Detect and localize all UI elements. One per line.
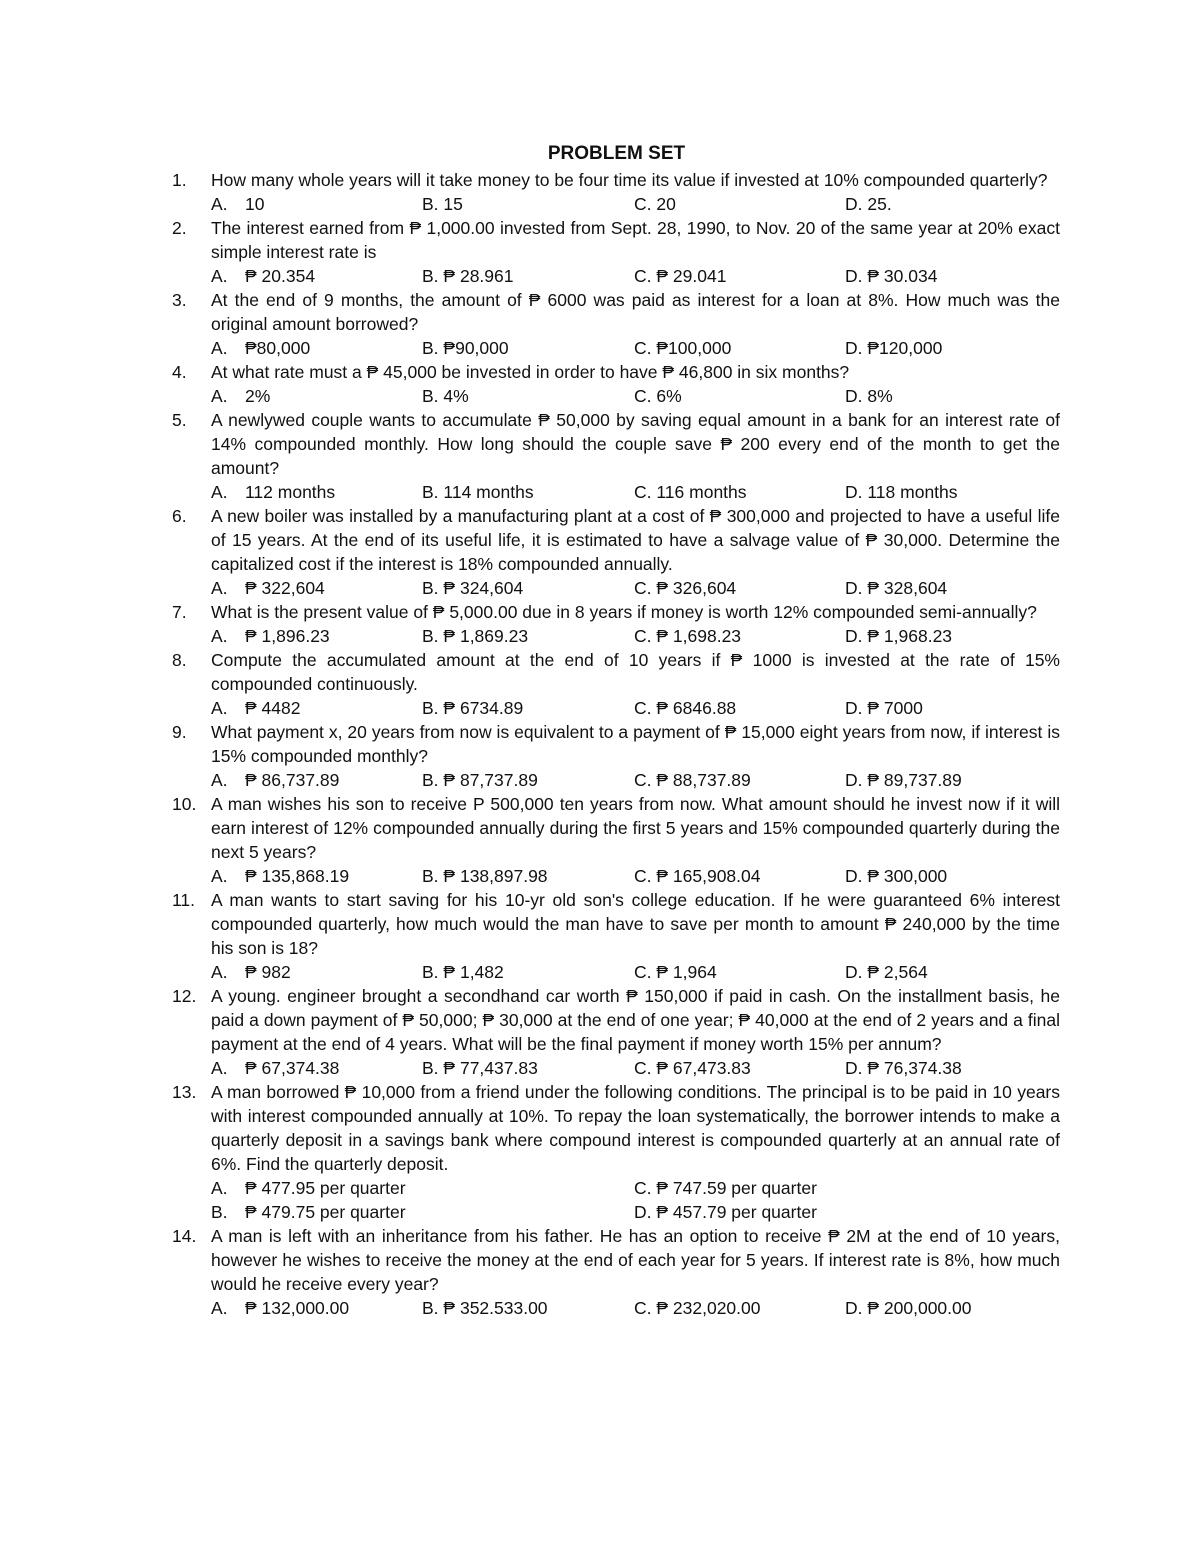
choice-value: ₱ 200,000.00: [867, 1298, 972, 1318]
problem-number: 12.: [172, 986, 197, 1006]
choice-value: ₱ 67,374.38: [245, 1058, 340, 1078]
choice-value: ₱ 7000: [867, 698, 923, 718]
answer-choice: [211, 192, 264, 216]
choice-value: 15: [443, 194, 463, 214]
choice-value: ₱ 479.75 per quarter: [245, 1202, 406, 1222]
choice-value: 6%: [656, 386, 682, 406]
answer-choice: [422, 624, 528, 648]
answer-choice: [211, 864, 349, 888]
choice-label: C.: [634, 962, 652, 982]
choice-label: D.: [845, 1058, 863, 1078]
choice-label: C.: [634, 626, 652, 646]
problem-number: 13.: [172, 1082, 197, 1102]
choice-value: ₱ 457.79 per quarter: [656, 1202, 817, 1222]
choice-value: ₱ 352.533.00: [443, 1298, 548, 1318]
problem-list: [172, 168, 1060, 1320]
choice-label: D.: [634, 1202, 652, 1222]
answer-choice: [634, 768, 751, 792]
answer-choice: [211, 1296, 349, 1320]
choice-label: B.: [422, 626, 439, 646]
choice-value: ₱ 2,564: [867, 962, 928, 982]
choice-label: C.: [634, 1178, 652, 1198]
choice-value: ₱ 67,473.83: [656, 1058, 751, 1078]
answer-choice: [634, 864, 761, 888]
choice-value: ₱ 165,908.04: [656, 866, 761, 886]
choice-value: ₱80,000: [245, 338, 311, 358]
choice-value: ₱ 1,698.23: [656, 626, 742, 646]
answer-choice: [845, 264, 937, 288]
choice-label: C.: [634, 698, 652, 718]
answer-choice: [845, 864, 947, 888]
problem-item: [172, 888, 1060, 984]
choice-label: C.: [634, 194, 652, 214]
answer-choice: [845, 960, 928, 984]
choice-value: 10: [245, 194, 265, 214]
choice-label: B.: [422, 962, 439, 982]
answer-choice: [211, 768, 339, 792]
choice-value: ₱120,000: [867, 338, 943, 358]
choice-label: A.: [211, 1058, 228, 1078]
choice-label: A.: [211, 578, 228, 598]
choice-value: ₱ 300,000: [867, 866, 948, 886]
answer-choice: [634, 960, 717, 984]
problem-question: A young. engineer brought a secondhand car worth ₱ 150,000 if paid in cash. On the installment basis, he paid a down payment of ₱ 50,000; ₱ 30,000 at the end of one year; ₱ 40,000 at the end of 2 years and a final payment at the end of 4 years. What will be the final payment if money worth 15% per annum?: [211, 986, 1060, 1054]
problem-item: [172, 1224, 1060, 1320]
choice-value: ₱ 4482: [245, 698, 301, 718]
choice-value: ₱ 29.041: [656, 266, 727, 286]
problem-number: 2.: [172, 218, 187, 238]
choice-value: 2%: [245, 386, 271, 406]
answer-choices: [211, 576, 1060, 600]
answer-choice: [634, 696, 736, 720]
choice-label: D.: [845, 770, 863, 790]
choice-label: D.: [845, 194, 863, 214]
choice-label: D.: [845, 698, 863, 718]
answer-choices: [211, 480, 1060, 504]
problem-number: 8.: [172, 650, 187, 670]
answer-choice: [211, 696, 300, 720]
choice-value: ₱ 28.961: [443, 266, 514, 286]
problem-number: 7.: [172, 602, 187, 622]
answer-choices: [211, 1296, 1060, 1320]
choice-label: B.: [422, 386, 439, 406]
problem-question: At the end of 9 months, the amount of ₱ 6000 was paid as interest for a loan at 8%. How much was the original amount borrowed?: [211, 290, 1060, 334]
answer-choice: [211, 264, 315, 288]
answer-choice: [422, 480, 534, 504]
choice-label: B.: [422, 698, 439, 718]
choice-value: ₱ 324,604: [443, 578, 524, 598]
choice-label: A.: [211, 266, 228, 286]
choice-value: 116 months: [656, 482, 747, 502]
choice-label: A.: [211, 1178, 228, 1198]
choice-value: ₱ 1,896.23: [245, 626, 330, 646]
choice-label: D.: [845, 866, 863, 886]
choice-label: C.: [634, 866, 652, 886]
choice-label: C.: [634, 386, 652, 406]
choice-value: ₱ 1,482: [443, 962, 504, 982]
answer-choice: [422, 768, 538, 792]
choice-label: B.: [422, 482, 439, 502]
problem-question: A man wishes his son to receive P 500,000 ten years from now. What amount should he invest now if it will earn interest of 12% compounded annually during the first 5 years and 15% compounded quarterly during the next 5 years?: [211, 794, 1060, 862]
choice-label: D.: [845, 482, 863, 502]
problem-item: [172, 168, 1060, 216]
answer-choice: [845, 624, 952, 648]
choice-label: A.: [211, 626, 228, 646]
choice-value: 20: [656, 194, 676, 214]
problem-question: How many whole years will it take money to be four time its value if invested at 10% compounded quarterly?: [211, 170, 1048, 190]
choice-label: A.: [211, 962, 228, 982]
choice-label: C.: [634, 482, 652, 502]
choice-label: B.: [422, 194, 439, 214]
answer-choice: [211, 1176, 406, 1200]
problem-item: [172, 648, 1060, 720]
problem-question: A new boiler was installed by a manufacturing plant at a cost of ₱ 300,000 and projected to have a useful life of 15 years. At the end of its useful life, it is estimated to have a salvage value of ₱ 30,000. Determine the capitalized cost if the interest is 18% compounded annually.: [211, 506, 1060, 574]
page-title: PROBLEM SET: [547, 143, 686, 164]
choice-value: ₱ 6846.88: [656, 698, 737, 718]
answer-choice: [845, 480, 958, 504]
answer-choices: [211, 264, 1060, 288]
choice-label: D.: [845, 266, 863, 286]
answer-choice: [634, 576, 736, 600]
problem-number: 4.: [172, 362, 187, 382]
choice-value: ₱ 77,437.83: [443, 1058, 538, 1078]
problem-question: A man wants to start saving for his 10-yr old son's college education. If he were guaranteed 6% interest compounded quarterly, how much would the man have to save per month to amount ₱ 240,000 by the time his son is 18?: [211, 890, 1060, 958]
problem-question: A man borrowed ₱ 10,000 from a friend under the following conditions. The principal is to be paid in 10 years with interest compounded annually at 10%. To repay the loan systematically, the borrower intends to make a quarterly deposit in a savings bank where compound interest is compounded quarterly at an annual rate of 6%. Find the quarterly deposit.: [211, 1082, 1060, 1174]
problem-item: [172, 216, 1060, 288]
choice-label: A.: [211, 866, 228, 886]
choice-label: B.: [422, 266, 439, 286]
answer-choices: [211, 768, 1060, 792]
choice-label: A.: [211, 698, 228, 718]
answer-choice: [211, 576, 325, 600]
answer-choices: [211, 864, 1060, 888]
problem-number: 3.: [172, 290, 187, 310]
choice-value: ₱ 88,737.89: [656, 770, 751, 790]
problem-item: [172, 360, 1060, 408]
problem-item: [172, 984, 1060, 1080]
answer-choices: [211, 960, 1060, 984]
answer-choice: [845, 1056, 962, 1080]
choice-label: A.: [211, 1298, 228, 1318]
choice-value: ₱ 132,000.00: [245, 1298, 350, 1318]
choice-value: ₱ 322,604: [245, 578, 325, 598]
problem-number: 6.: [172, 506, 187, 526]
answer-choice: [211, 624, 330, 648]
choice-value: ₱90,000: [443, 338, 509, 358]
choice-label: B.: [422, 1298, 439, 1318]
problem-number: 10.: [172, 794, 197, 814]
choice-value: 8%: [867, 386, 893, 406]
problem-question: The interest earned from ₱ 1,000.00 invested from Sept. 28, 1990, to Nov. 20 of the same year at 20% exact simple interest rate is: [211, 218, 1060, 262]
problem-item: [172, 792, 1060, 888]
choice-value: ₱ 1,968.23: [867, 626, 953, 646]
choice-label: B.: [422, 770, 439, 790]
answer-choice: [422, 1296, 548, 1320]
answer-choices: [211, 384, 1060, 408]
choice-label: A.: [211, 770, 228, 790]
choice-label: A.: [211, 386, 228, 406]
problem-question: A newlywed couple wants to accumulate ₱ 50,000 by saving equal amount in a bank for an interest rate of 14% compounded monthly. How long should the couple save ₱ 200 every end of the month to get the amount?: [211, 410, 1060, 478]
answer-choice: [211, 1056, 339, 1080]
choice-label: C.: [634, 1298, 652, 1318]
answer-choice: [422, 264, 513, 288]
choice-label: C.: [634, 1058, 652, 1078]
answer-choices: [211, 336, 1060, 360]
choice-value: ₱ 232,020.00: [656, 1298, 761, 1318]
choice-value: 118 months: [867, 482, 958, 502]
choice-value: ₱ 328,604: [867, 578, 948, 598]
choice-label: D.: [845, 626, 863, 646]
answer-choice: [422, 336, 509, 360]
choice-value: ₱ 20.354: [245, 266, 316, 286]
choice-value: ₱ 6734.89: [443, 698, 524, 718]
choice-label: D.: [845, 338, 863, 358]
answer-choice: [634, 1296, 761, 1320]
choice-value: ₱100,000: [656, 338, 732, 358]
choice-value: 114 months: [443, 482, 534, 502]
choice-value: ₱ 982: [245, 962, 291, 982]
answer-choice: [634, 192, 676, 216]
problem-question: What is the present value of ₱ 5,000.00 due in 8 years if money is worth 12% compounded semi-annually?: [211, 602, 1037, 622]
answer-choice: [634, 336, 731, 360]
choice-label: B.: [211, 1202, 228, 1222]
answer-choice: [634, 480, 747, 504]
choice-label: B.: [422, 338, 439, 358]
problem-item: [172, 288, 1060, 360]
answer-choice: [845, 1296, 972, 1320]
choice-label: D.: [845, 1298, 863, 1318]
choice-label: C.: [634, 578, 652, 598]
answer-choices: [211, 192, 1060, 216]
answer-choices: [211, 1176, 1060, 1224]
problem-number: 5.: [172, 410, 187, 430]
answer-choice: [211, 336, 310, 360]
choice-value: 112 months: [245, 482, 336, 502]
answer-choice: [845, 768, 962, 792]
answer-choice: [845, 696, 923, 720]
problem-number: 1.: [172, 170, 187, 190]
answer-choice: [422, 576, 523, 600]
choice-value: ₱ 1,869.23: [443, 626, 529, 646]
choice-value: ₱ 89,737.89: [867, 770, 962, 790]
answer-choice: [422, 1056, 538, 1080]
answer-choice: [211, 480, 335, 504]
choice-value: ₱ 326,604: [656, 578, 737, 598]
choice-value: ₱ 477.95 per quarter: [245, 1178, 406, 1198]
problem-question: At what rate must a ₱ 45,000 be invested in order to have ₱ 46,800 in six months?: [211, 362, 850, 382]
answer-choice: [634, 1200, 817, 1224]
choice-label: B.: [422, 866, 439, 886]
choice-label: D.: [845, 578, 863, 598]
problem-number: 11.: [172, 890, 196, 910]
answer-choice: [634, 384, 682, 408]
choice-value: ₱ 138,897.98: [443, 866, 548, 886]
choice-value: 25.: [867, 194, 892, 214]
problem-number: 14.: [172, 1226, 197, 1246]
choice-label: C.: [634, 770, 652, 790]
answer-choice: [845, 576, 947, 600]
answer-choice: [634, 624, 741, 648]
answer-choices: [211, 696, 1060, 720]
choice-value: 4%: [443, 386, 469, 406]
answer-choice: [845, 336, 942, 360]
problem-question: A man is left with an inheritance from his father. He has an option to receive ₱ 2M at the end of 10 years, however he wishes to receive the money at the end of each year for 5 years. If interest rate is 8%, how much would he receive every year?: [211, 1226, 1060, 1294]
answer-choice: [211, 960, 291, 984]
answer-choices: [211, 624, 1060, 648]
problem-item: [172, 720, 1060, 792]
answer-choice: [845, 192, 892, 216]
choice-value: ₱ 76,374.38: [867, 1058, 962, 1078]
answer-choice: [845, 384, 893, 408]
problem-question: What payment x, 20 years from now is equivalent to a payment of ₱ 15,000 eight years from now, if interest is 15% compounded monthly?: [211, 722, 1060, 766]
choice-value: ₱ 135,868.19: [245, 866, 350, 886]
answer-choice: [422, 384, 469, 408]
choice-label: B.: [422, 578, 439, 598]
choice-value: ₱ 30.034: [867, 266, 938, 286]
choice-label: C.: [634, 266, 652, 286]
problem-number: 9.: [172, 722, 187, 742]
problem-question: Compute the accumulated amount at the end of 10 years if ₱ 1000 is invested at the rate of 15% compounded continuously.: [211, 650, 1060, 694]
choice-value: ₱ 86,737.89: [245, 770, 340, 790]
problem-item: [172, 504, 1060, 600]
answer-choice: [422, 192, 463, 216]
choice-label: A.: [211, 194, 228, 214]
choice-label: A.: [211, 482, 228, 502]
choice-label: D.: [845, 962, 863, 982]
answer-choice: [634, 264, 726, 288]
choice-value: ₱ 747.59 per quarter: [656, 1178, 817, 1198]
choice-label: B.: [422, 1058, 439, 1078]
answer-choice: [634, 1056, 751, 1080]
choice-label: C.: [634, 338, 652, 358]
choice-label: A.: [211, 338, 228, 358]
answer-choice: [422, 696, 523, 720]
answer-choice: [211, 384, 270, 408]
answer-choice: [422, 864, 548, 888]
answer-choice: [422, 960, 504, 984]
choice-label: D.: [845, 386, 863, 406]
problem-item: [172, 600, 1060, 648]
answer-choice: [634, 1176, 817, 1200]
problem-item: [172, 1080, 1060, 1224]
answer-choice: [211, 1200, 406, 1224]
choice-value: ₱ 1,964: [656, 962, 717, 982]
problem-item: [172, 408, 1060, 504]
answer-choices: [211, 1056, 1060, 1080]
choice-value: ₱ 87,737.89: [443, 770, 538, 790]
